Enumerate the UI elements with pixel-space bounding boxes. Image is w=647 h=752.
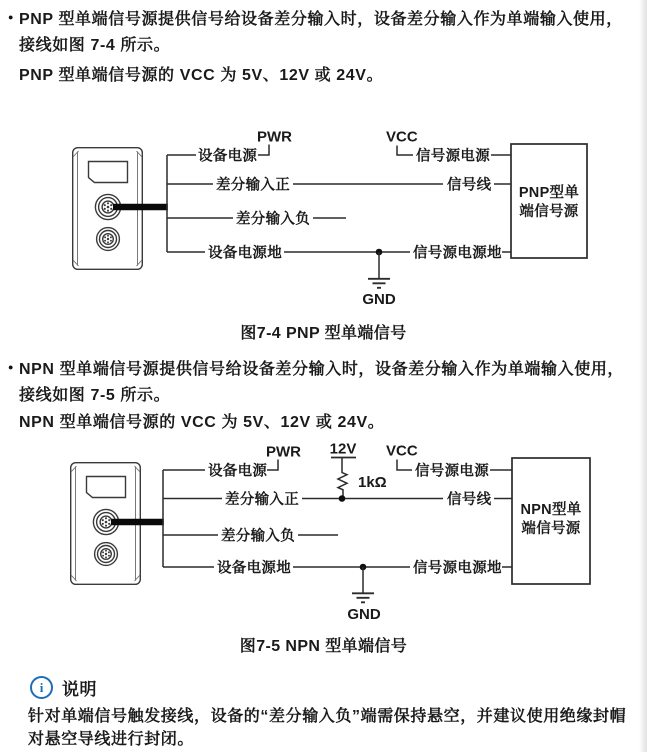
label-device-power-gnd: 设备电源地 <box>217 560 291 577</box>
label-source-power-gnd: 信号源电源地 <box>413 560 502 577</box>
label-diff-neg: 差分输入负 <box>236 211 310 228</box>
npn-vcc-paragraph: NPN 型单端信号源的 VCC 为 5V、12V 或 24V。 <box>19 414 385 431</box>
info-icon: i <box>30 676 53 699</box>
label-signal-line: 信号线 <box>447 177 492 194</box>
wire-vcc-stub <box>397 146 413 156</box>
label-device-power: 设备电源 <box>208 463 268 480</box>
wire-vcc-stub <box>397 460 412 471</box>
note-title: 说明 <box>62 680 97 699</box>
figure-npn-diagram <box>71 441 590 624</box>
pnp-intro-line2: 接线如图 7-4 所示。 <box>19 37 171 54</box>
pnp-vcc-paragraph: PNP 型单端信号源的 VCC 为 5V、12V 或 24V。 <box>19 67 384 84</box>
label-device-power-gnd: 设备电源地 <box>208 245 282 262</box>
npn-intro-line2: 接线如图 7-5 所示。 <box>19 387 171 404</box>
junction-dot <box>339 495 346 502</box>
ground-icon <box>368 279 390 288</box>
note-line1: 针对单端信号触发接线，设备的“差分输入负”端需保持悬空，并建议使用绝缘封帽 <box>28 708 627 725</box>
label-pwr: PWR <box>257 128 292 146</box>
label-source-power-gnd: 信号源电源地 <box>413 245 502 262</box>
resistor-icon <box>338 458 347 499</box>
label-12v: 12V <box>329 440 357 458</box>
label-gnd: GND <box>362 291 396 308</box>
label-vcc: VCC <box>386 128 418 146</box>
label-device-power: 设备电源 <box>198 148 258 165</box>
note-body <box>28 706 642 751</box>
label-pwr: PWR <box>266 443 301 461</box>
pnp-intro-line1: PNP 型单端信号源提供信号给设备差分输入时，设备差分输入作为单端输入使用， <box>19 11 623 28</box>
figure-npn-caption: 图7-5 NPN 型单端信号 <box>239 638 408 655</box>
label-diff-neg: 差分输入负 <box>221 528 295 545</box>
ground-icon <box>352 593 374 602</box>
label-resistor: 1kΩ <box>358 474 387 491</box>
wire-pwr-stub <box>267 460 278 471</box>
figure-pnp-caption: 图7-4 PNP 型单端信号 <box>240 325 407 342</box>
label-signal-line: 信号线 <box>447 492 492 508</box>
note-header <box>30 675 97 700</box>
npn-intro-line1: NPN 型单端信号源提供信号给设备差分输入时，设备差分输入作为单端输入使用， <box>19 361 625 378</box>
label-diff-pos: 差分输入正 <box>216 177 290 194</box>
label-source-power: 信号源电源 <box>415 463 489 480</box>
source-box-line2: 端信号源 <box>519 204 579 220</box>
source-box <box>511 144 587 258</box>
label-source-power: 信号源电源 <box>416 148 490 165</box>
bullet-icon: ● <box>8 362 14 372</box>
label-gnd: GND <box>347 606 381 623</box>
label-diff-pos: 差分输入正 <box>225 492 299 508</box>
wire-pwr-stub <box>258 145 269 156</box>
note-line2: 对悬空导线进行封闭。 <box>28 730 195 748</box>
source-box-line1: PNP型单 <box>518 185 580 201</box>
bullet-icon: ● <box>8 12 14 22</box>
figure-pnp-diagram <box>73 129 587 309</box>
source-box-line1: NPN型单 <box>520 502 582 518</box>
source-box-line2: 端信号源 <box>521 521 581 537</box>
label-vcc: VCC <box>386 442 418 460</box>
